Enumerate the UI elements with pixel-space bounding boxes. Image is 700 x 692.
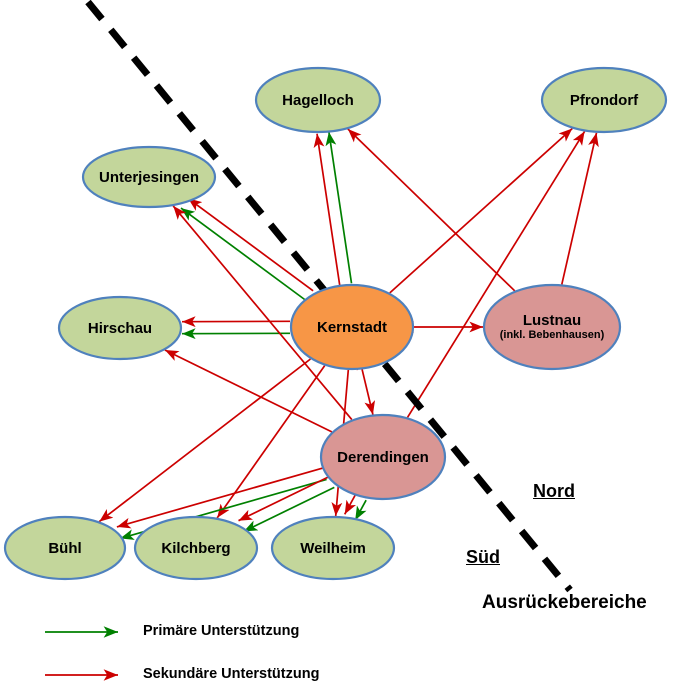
node-label-text-pfrondorf: Pfrondorf — [569, 91, 639, 109]
edge-kernstadt-to-pfrondorf-secondary — [390, 129, 573, 293]
edge-lustnau-to-pfrondorf-secondary — [562, 133, 597, 285]
region-label-sued: Süd — [466, 547, 500, 567]
node-label-text-derendingen: Derendingen — [337, 448, 429, 466]
node-pfrondorf[interactable] — [542, 68, 666, 132]
edge-kernstadt-to-unterjesingen-secondary — [188, 198, 313, 290]
node-label-text-unterjesingen: Unterjesingen — [98, 168, 200, 186]
node-label-text-buehl: Bühl — [48, 539, 82, 557]
region-label-nord: Nord — [533, 481, 575, 501]
node-hagelloch[interactable] — [256, 68, 380, 132]
legend-layer — [45, 632, 118, 675]
node-lustnau[interactable] — [484, 285, 620, 369]
edge-derendingen-to-weilheim-secondary — [345, 494, 356, 514]
node-buehl[interactable] — [5, 517, 125, 579]
edge-kernstadt-to-hagelloch-secondary — [317, 134, 340, 285]
node-label-text-hagelloch: Hagelloch — [282, 91, 354, 109]
edge-kernstadt-to-derendingen-secondary — [362, 369, 373, 414]
node-kilchberg[interactable] — [135, 517, 257, 579]
node-unterjesingen[interactable] — [83, 147, 215, 207]
nodes-layer — [5, 68, 666, 579]
node-hirschau[interactable] — [59, 297, 181, 359]
node-label-text-kilchberg: Kilchberg — [161, 539, 231, 557]
edge-kernstadt-to-unterjesingen-primary — [181, 208, 306, 300]
edge-derendingen-to-buehl-secondary — [117, 468, 323, 527]
node-label-text-hirschau: Hirschau — [87, 319, 153, 337]
edge-kernstadt-to-buehl-secondary — [99, 359, 310, 522]
edge-derendingen-to-weilheim-primary — [355, 500, 366, 520]
node-sublabel-lustnau: (inkl. Bebenhausen) — [499, 329, 605, 342]
legend-label-primaer: Primäre Unterstützung — [143, 623, 300, 639]
legend-label-sekundaer: Sekundäre Unterstützung — [143, 666, 320, 682]
node-label-text-weilheim: Weilheim — [300, 539, 366, 557]
region-label-ausrueckebereiche: Ausrückebereiche — [482, 592, 647, 613]
edge-derendingen-to-pfrondorf-secondary — [408, 131, 585, 417]
node-kernstadt[interactable] — [291, 285, 413, 369]
edge-derendingen-to-kilchberg-secondary — [239, 477, 330, 521]
node-weilheim[interactable] — [272, 517, 394, 579]
node-label-text-lustnau: Lustnau — [522, 312, 582, 329]
edge-kernstadt-to-hagelloch-primary — [329, 132, 352, 283]
edge-lustnau-to-hagelloch-secondary — [348, 129, 515, 291]
node-derendingen[interactable] — [321, 415, 445, 499]
node-label-text-kernstadt: Kernstadt — [316, 318, 387, 336]
